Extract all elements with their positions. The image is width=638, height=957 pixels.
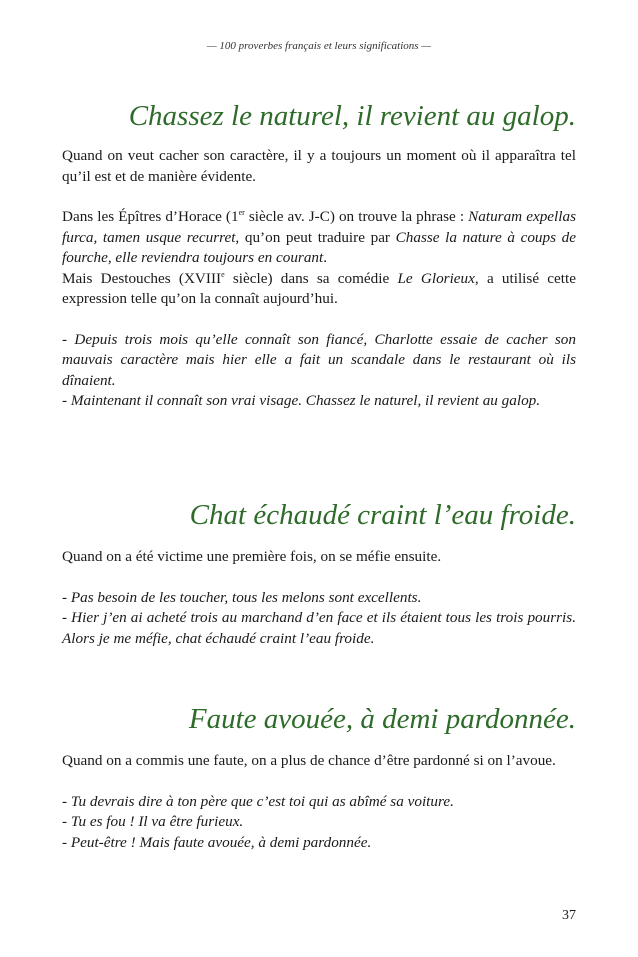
history-text: , a utilisé cette expression telle qu’on la connaît aujourd’hui.	[62, 269, 576, 307]
example-line: - Depuis trois mois qu’elle connaît son fiancé, Charlotte essaie de cacher son mauvais caractère mais hier elle a fait un scandale dans le restaurant où ils dînaient.	[62, 330, 576, 389]
example-line: - Maintenant il connaît son vrai visage. Chassez le naturel, il revient au galop.	[62, 392, 541, 409]
latin-quote: Naturam expellas furca, tamen usque recurret	[62, 208, 576, 246]
proverb-history	[62, 269, 576, 310]
work-title: Le Glorieux	[397, 269, 475, 287]
proverb-title: Chat échaudé craint l’eau froide.	[189, 499, 576, 531]
example-line: - Peut-être ! Mais faute avouée, à demi pardonnée.	[62, 833, 372, 851]
origin-text: Dans les Épîtres d’Horace (1	[62, 208, 239, 225]
origin-superscript: er	[238, 208, 245, 217]
proverb-section-1	[62, 98, 576, 412]
origin-text: .	[323, 249, 328, 266]
proverb-meaning: Quand on a commis une faute, on a plus de chance d’être pardonné si on l’avoue.	[62, 752, 556, 769]
example-line: - Pas besoin de les toucher, tous les melons sont excellents.	[62, 588, 422, 606]
example-line: - Tu devrais dire à ton père que c’est toi qui as abîmé sa voiture.	[62, 792, 454, 810]
translation-quote: Chasse la nature à coups de fourche, elle reviendra toujours en courant	[62, 228, 576, 266]
history-superscript: e	[221, 269, 225, 279]
proverb-section-3	[62, 701, 576, 853]
origin-text: , qu’on peut traduire par	[235, 228, 396, 246]
origin-text: siècle av. J-C) on trouve la phrase :	[244, 208, 469, 225]
history-text: siècle) dans sa comédie	[224, 269, 398, 287]
example-line: - Hier j’en ai acheté trois au marchand d’en face et ils étaient tous les trois pourris. Alors je me méfie, chat échaudé craint l’eau froide.	[62, 609, 576, 647]
proverb-title: Chassez le naturel, il revient au galop.	[128, 100, 576, 132]
proverb-title: Faute avouée, à demi pardonnée.	[188, 703, 576, 735]
proverb-meaning: Quand on veut cacher son caractère, il y a toujours un moment où il apparaîtra tel qu’il est et de manière évidente.	[62, 147, 576, 185]
example-line: - Tu es fou ! Il va être furieux.	[62, 813, 244, 830]
running-header: — 100 proverbes français et leurs significations —	[206, 40, 432, 52]
proverb-section-2	[62, 497, 576, 649]
proverb-origin	[62, 207, 576, 269]
history-text: Mais Destouches (XVIII	[62, 269, 222, 287]
page-number: 37	[562, 908, 576, 923]
proverb-meaning: Quand on a été victime une première fois, on se méfie ensuite.	[62, 548, 442, 565]
